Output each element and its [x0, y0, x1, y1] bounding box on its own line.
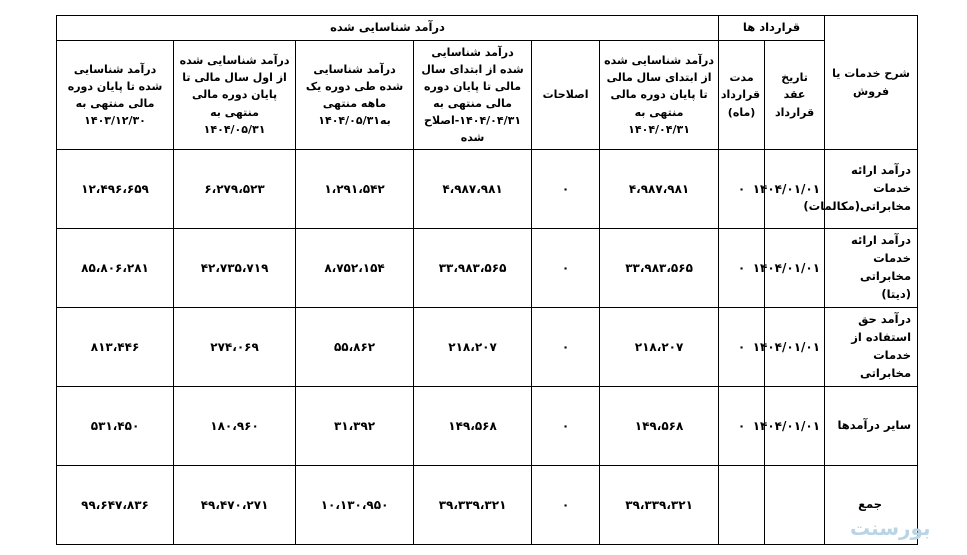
table-cell: ۰ [532, 466, 600, 545]
table-cell: ۱،۲۹۱،۵۴۲ [296, 150, 414, 229]
table-cell: ۱۴۰۴/۰۱/۰۱ [765, 387, 825, 466]
table-cell: ۸،۷۵۲،۱۵۴ [296, 229, 414, 308]
table-cell: ۱۴۰۴/۰۱/۰۱ [765, 229, 825, 308]
table-cell: ۲۱۸،۲۰۷ [600, 308, 719, 387]
column-header: درآمد شناسایی شده از ابتدای سال مالی تا پایان دوره مالی منتهی به ۱۴۰۴/۰۴/۳۱-اصلاح شده [414, 41, 532, 150]
row-label: درآمد ارائه خدمات مخابراتی(مکالمات) [825, 150, 918, 229]
table-cell: ۰ [532, 229, 600, 308]
table-cell: ۸۱۳،۴۴۶ [57, 308, 174, 387]
table-cell: ۰ [532, 150, 600, 229]
table-cell: ۸۵،۸۰۶،۲۸۱ [57, 229, 174, 308]
column-header: اصلاحات [532, 41, 600, 150]
table-cell: ۳۹،۳۳۹،۳۲۱ [414, 466, 532, 545]
table-cell: ۴،۹۸۷،۹۸۱ [414, 150, 532, 229]
group-header-row [57, 16, 918, 41]
watermark-logo: بورسنت [850, 516, 931, 540]
contracts-group-header: قرارداد ها [719, 16, 825, 41]
table-cell: ۰ [532, 308, 600, 387]
table-cell: ۳۹،۳۳۹،۳۲۱ [600, 466, 719, 545]
table-cell: ۱۸۰،۹۶۰ [174, 387, 296, 466]
total-row [57, 466, 918, 545]
table-row [57, 308, 918, 387]
table-row [57, 150, 918, 229]
table-cell: ۰ [719, 387, 765, 466]
column-header-row [57, 41, 918, 150]
table-cell: ۱۴۹،۵۶۸ [414, 387, 532, 466]
table-cell: ۱۲،۴۹۶،۶۵۹ [57, 150, 174, 229]
table-cell: ۰ [532, 387, 600, 466]
row-label: درآمد حق استفاده از خدمات مخابراتی [825, 308, 918, 387]
table-cell: ۱۴۹،۵۶۸ [600, 387, 719, 466]
desc-header: شرح خدمات یا فروش [825, 16, 918, 150]
table-cell: ۲۱۸،۲۰۷ [414, 308, 532, 387]
table-cell: ۲۷۴،۰۶۹ [174, 308, 296, 387]
row-label: درآمد ارائه خدمات مخابراتی (دیتا) [825, 229, 918, 308]
table-cell: ۱۰،۱۳۰،۹۵۰ [296, 466, 414, 545]
table-row [57, 387, 918, 466]
table-cell: ۹۹،۶۴۷،۸۳۶ [57, 466, 174, 545]
table-cell: ۴۹،۴۷۰،۲۷۱ [174, 466, 296, 545]
table-cell [765, 466, 825, 545]
table-cell: ۵۳۱،۴۵۰ [57, 387, 174, 466]
column-header: درآمد شناسایی شده از ابتدای سال مالی تا پایان دوره مالی منتهی به ۱۴۰۴/۰۴/۳۱ [600, 41, 719, 150]
column-header: مدت قرارداد (ماه) [719, 41, 765, 150]
table-cell: ۵۵،۸۶۲ [296, 308, 414, 387]
table-cell: ۰ [719, 150, 765, 229]
column-header: درآمد شناسایی شده از اول سال مالی تا پایان دوره مالی منتهی به ۱۴۰۴/۰۵/۳۱ [174, 41, 296, 150]
column-header: تاریخ عقد قرارداد [765, 41, 825, 150]
table-cell: ۴،۹۸۷،۹۸۱ [600, 150, 719, 229]
table-cell: ۱۴۰۴/۰۱/۰۱ [765, 308, 825, 387]
column-header: درآمد شناسایی شده طی دوره یک ماهه منتهی به۱۴۰۴/۰۵/۳۱ [296, 41, 414, 150]
table-cell: ۶،۲۷۹،۵۲۳ [174, 150, 296, 229]
table-cell: ۱۴۰۴/۰۱/۰۱ [765, 150, 825, 229]
column-header: درآمد شناسایی شده تا پایان دوره مالی منتهی به ۱۴۰۳/۱۲/۳۰ [57, 41, 174, 150]
table-row [57, 229, 918, 308]
table-cell [719, 466, 765, 545]
table-cell: ۳۳،۹۸۳،۵۶۵ [600, 229, 719, 308]
row-label: جمع [825, 466, 918, 545]
revenue-table [56, 15, 918, 545]
table-cell: ۴۲،۷۳۵،۷۱۹ [174, 229, 296, 308]
revenue-group-header: درآمد شناسایی شده [57, 16, 719, 41]
table-cell: ۳۳،۹۸۳،۵۶۵ [414, 229, 532, 308]
table-cell: ۳۱،۳۹۲ [296, 387, 414, 466]
table-cell: ۰ [719, 308, 765, 387]
table-cell: ۰ [719, 229, 765, 308]
row-label: سایر درآمدها [825, 387, 918, 466]
